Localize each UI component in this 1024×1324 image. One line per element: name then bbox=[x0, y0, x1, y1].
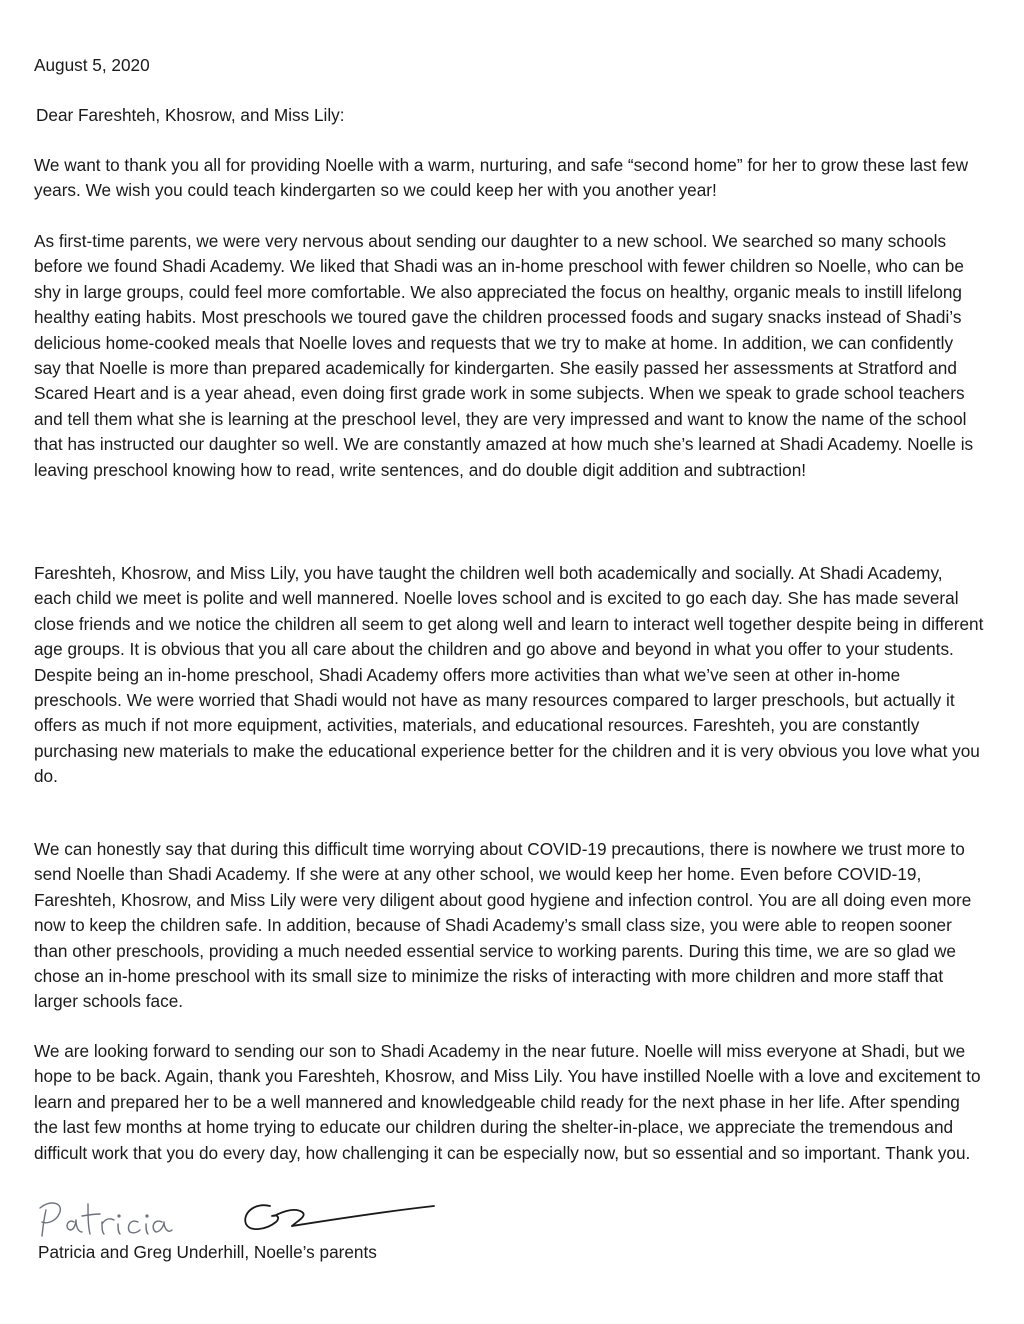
letter-paragraph: As first-time parents, we were very nervous about sending our daughter to a new school. We searched so many schools before we found Shadi Academy. We liked that Shadi was an in-home preschool with fewer children so Noelle, who can be shy in large groups, could feel more comfortable. We also appreciated the focus on healthy, organic meals to instill lifelong healthy eating habits. Most preschools we toured gave the children processed foods and sugary snacks instead of Shadi’s delicious home-cooked meals that Noelle loves and requests that we try to make at home. In addition, we can confidently say that Noelle is more than prepared academically for kindergarten. She easily passed her assessments at Stratford and Scared Heart and is a year ahead, even doing first grade work in some subjects. When we speak to grade school teachers and tell them what she is learning at the preschool level, they are very impressed and want to know the name of the school that has instructed our daughter so well. We are constantly amazed at how much she’s learned at Shadi Academy. Noelle is leaving preschool knowing how to read, write sentences, and do double digit addition and subtraction! bbox=[34, 231, 974, 480]
signature-greg bbox=[245, 1205, 434, 1229]
letter-salutation: Dear Fareshteh, Khosrow, and Miss Lily: bbox=[36, 105, 345, 125]
letter-paragraph: We can honestly say that during this difficult time worrying about COVID-19 precautions, there is nowhere we trust more to send Noelle than Shadi Academy. If she were at any other school, we would keep her home. Even before COVID-19, Fareshteh, Khosrow, and Miss Lily were very diligent about good hygiene and infection control. You are all doing even more now to keep the children safe. In addition, because of Shadi Academy’s small class size, you were able to reopen sooner than other preschools, providing a much needed essential service to working parents. During this time, we are so glad we chose an in-home preschool with its small size to minimize the risks of interacting with more children and more staff that larger schools face. bbox=[34, 839, 972, 1012]
signature-drawing bbox=[30, 1188, 450, 1248]
letter-date: August 5, 2020 bbox=[34, 55, 150, 75]
handwritten-signatures bbox=[30, 1188, 450, 1248]
signature-patricia bbox=[40, 1203, 172, 1236]
letter-paragraph: We are looking forward to sending our son to Shadi Academy in the near future. Noelle will miss everyone at Shadi, but we hope to be back. Again, thank you Fareshteh, Khosrow, and Miss Lily. You have instilled Noelle with a love and excitement to learn and prepared her to be a well mannered and knowledgeable child ready for the next phase in her life. After spending the last few months at home trying to educate our children during the shelter-in-place, we appreciate the tremendous and difficult work that you do every day, how challenging it can be especially now, but so essential and so important. Thank you. bbox=[34, 1041, 981, 1163]
letter-signoff: Patricia and Greg Underhill, Noelle’s parents bbox=[38, 1242, 377, 1262]
letter-paragraph: We want to thank you all for providing Noelle with a warm, nurturing, and safe “second home” for her to grow these last few years. We wish you could teach kindergarten so we could keep her with you another year! bbox=[34, 155, 968, 201]
letter-paragraph: Fareshteh, Khosrow, and Miss Lily, you have taught the children well both academically and socially. At Shadi Academy, each child we meet is polite and well mannered. Noelle loves school and is excited to go each day. She has made several close friends and we notice the children all seem to get along well and learn to interact well together despite being in different age groups. It is obvious that you all care about the children and go above and beyond in what you offer to your students. Despite being an in-home preschool, Shadi Academy offers more activities than what we’ve seen at other in-home preschools. We were worried that Shadi would not have as many resources compared to larger preschools, but actually it offers as much if not more equipment, activities, materials, and educational resources. Fareshteh, you are constantly purchasing new materials to make the educational experience better for the children and it is very obvious you love what you do. bbox=[34, 563, 984, 787]
